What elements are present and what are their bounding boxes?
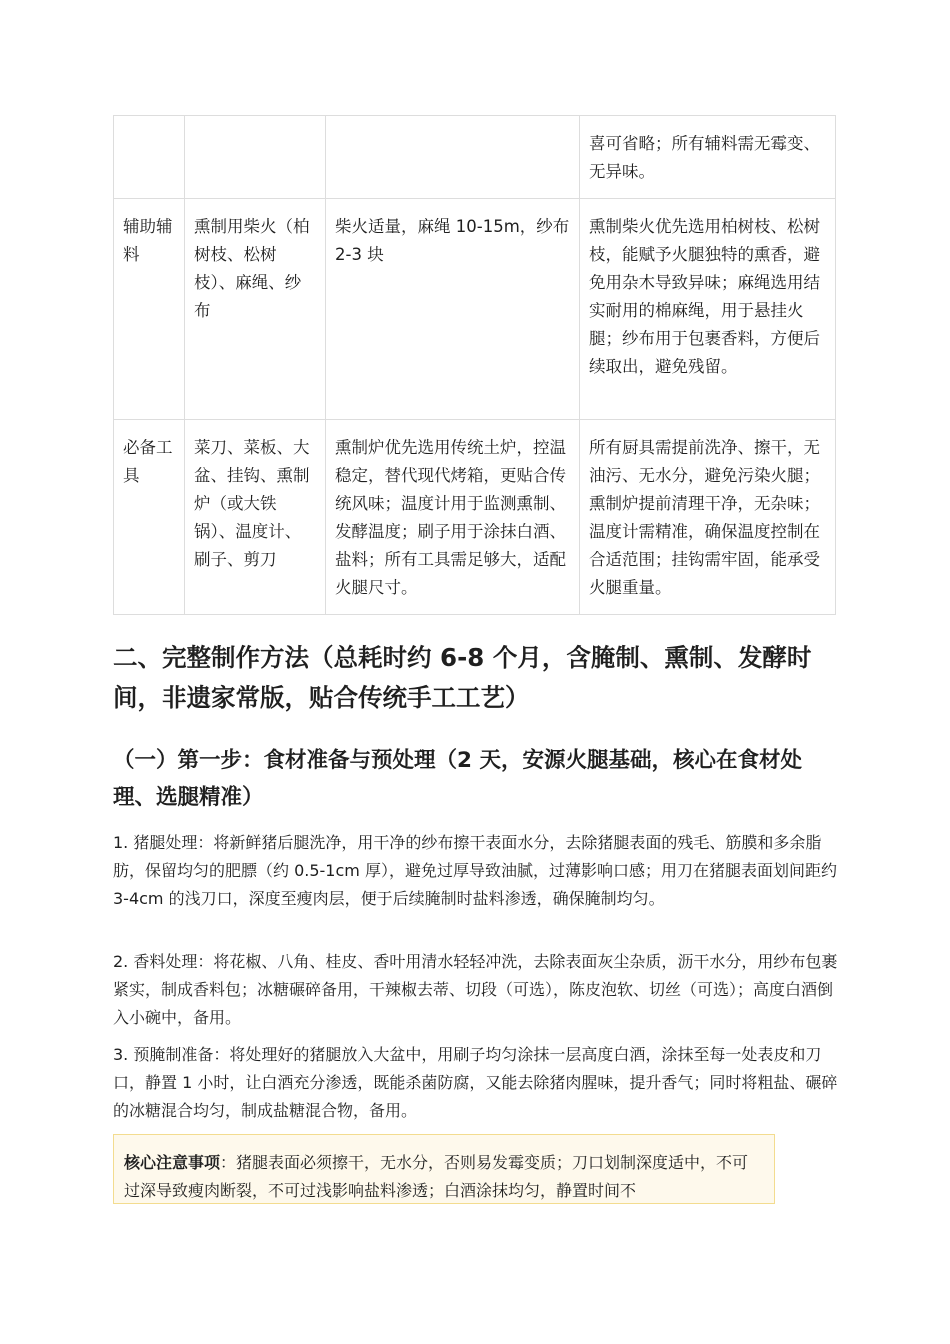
core-notes-callout xyxy=(113,1134,775,1204)
table-cell-items: 菜刀、菜板、大盆、挂钩、熏制炉（或大铁锅）、温度计、刷子、剪刀 xyxy=(185,420,326,615)
table-cell-amount: 熏制炉优先选用传统土炉，控温稳定，替代现代烤箱，更贴合传统风味；温度计用于监测熏制、发酵温度；刷子用于涂抹白酒、盐料；所有工具需足够大，适配火腿尺寸。 xyxy=(326,420,580,615)
section-heading: 二、完整制作方法（总耗时约 6-8 个月，含腌制、熏制、发酵时间，非遗家常版，贴合传统手工工艺） xyxy=(113,643,812,712)
table-cell-notes: 喜可省略；所有辅料需无霉变、无异味。 xyxy=(580,116,836,199)
table-row xyxy=(114,420,836,615)
table-cell-category: 辅助辅料 xyxy=(114,199,185,420)
paragraph-spice-processing: 2. 香料处理：将花椒、八角、桂皮、香叶用清水轻轻冲洗，去除表面灰尘杂质，沥干水分，用纱布包裹紧实，制成香料包；冰糖碾碎备用，干辣椒去蒂、切段（可选），陈皮泡软、切丝（可选）；高度白酒倒入小碗中，备用。 xyxy=(113,952,838,1027)
table-row xyxy=(114,199,836,420)
ingredients-table xyxy=(113,115,836,615)
table-cell-notes: 熏制柴火优先选用柏树枝、松树枝，能赋予火腿独特的熏香，避免用杂木导致异味；麻绳选用结实耐用的棉麻绳，用于悬挂火腿；纱布用于包裹香料，方便后续取出，避免残留。 xyxy=(580,199,836,420)
table-cell-amount xyxy=(326,116,580,199)
table-cell-items: 熏制用柴火（柏树枝、松树枝）、麻绳、纱布 xyxy=(185,199,326,420)
paragraph-pre-marinade: 3. 预腌制准备：将处理好的猪腿放入大盆中，用刷子均匀涂抹一层高度白酒，涂抹至每一处表皮和刀口，静置 1 小时，让白酒充分渗透，既能杀菌防腐，又能去除猪肉腥味，提升香气；同时将粗盐、碾碎的冰糖混合均匀，制成盐糖混合物，备用。 xyxy=(113,1045,838,1120)
table-cell-items xyxy=(185,116,326,199)
note-label: 核心注意事项 xyxy=(124,1153,221,1172)
table-cell-amount: 柴火适量，麻绳 10-15m，纱布 2-3 块 xyxy=(326,199,580,420)
table-cell-notes: 所有厨具需提前洗净、擦干，无油污、无水分，避免污染火腿；熏制炉提前清理干净，无杂味；温度计需精准，确保温度控制在合适范围；挂钩需牢固，能承受火腿重量。 xyxy=(580,420,836,615)
paragraph-pig-leg-processing: 1. 猪腿处理：将新鲜猪后腿洗净，用干净的纱布擦干表面水分，去除猪腿表面的残毛、筋膜和多余脂肪，保留均匀的肥膘（约 0.5-1cm 厚），避免过厚导致油腻，过薄影响口感；用刀在猪腿表面划间距约 3-4cm 的浅刀口，深度至瘦肉层，便于后续腌制时盐料渗透，确保腌制均匀。 xyxy=(113,833,837,908)
table-cell-category: 必备工具 xyxy=(114,420,185,615)
note-text: ：猪腿表面必须擦干，无水分，否则易发霉变质；刀口划制深度适中，不可过深导致瘦肉断裂，不可过浅影响盐料渗透；白酒涂抹均匀，静置时间不 xyxy=(124,1153,749,1200)
step-heading: （一）第一步：食材准备与预处理（2 天，安源火腿基础，核心在食材处理、选腿精准） xyxy=(113,748,802,810)
table-row xyxy=(114,116,836,199)
table-cell-category xyxy=(114,116,185,199)
